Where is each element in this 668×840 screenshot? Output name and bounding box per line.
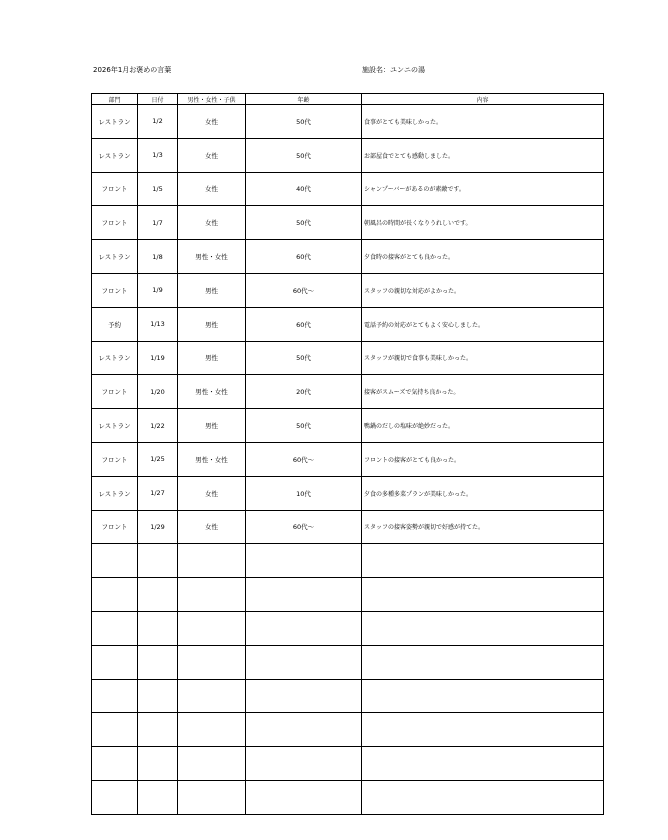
- table-row: [92, 307, 604, 341]
- table-row: [92, 409, 604, 443]
- empty-cell-content: [362, 578, 604, 612]
- empty-cell-content: [362, 747, 604, 781]
- cell-content: スタッフが親切で食事も美味しかった。: [362, 341, 604, 375]
- empty-cell-age: [246, 578, 362, 612]
- cell-date: 1/3: [138, 138, 178, 172]
- cell-content: お部屋食でとても感動しました。: [362, 138, 604, 172]
- empty-table-row: [92, 679, 604, 713]
- cell-gender: 男性: [178, 409, 246, 443]
- cell-department: フロント: [92, 510, 138, 544]
- table-row: [92, 442, 604, 476]
- cell-content: フロントの接客がとても良かった。: [362, 442, 604, 476]
- cell-age: 60代～: [246, 273, 362, 307]
- empty-cell-date: [138, 679, 178, 713]
- table-row: [92, 105, 604, 139]
- cell-gender: 男性: [178, 307, 246, 341]
- empty-cell-department: [92, 611, 138, 645]
- empty-cell-content: [362, 544, 604, 578]
- cell-gender: 男性: [178, 341, 246, 375]
- cell-date: 1/19: [138, 341, 178, 375]
- empty-cell-department: [92, 544, 138, 578]
- cell-department: フロント: [92, 206, 138, 240]
- cell-content: シャンプーバーがあるのが素敵です。: [362, 172, 604, 206]
- cell-date: 1/25: [138, 442, 178, 476]
- cell-gender: 男性・女性: [178, 240, 246, 274]
- cell-gender: 男性・女性: [178, 375, 246, 409]
- empty-cell-age: [246, 679, 362, 713]
- cell-department: レストラン: [92, 240, 138, 274]
- cell-age: 40代: [246, 172, 362, 206]
- empty-cell-date: [138, 578, 178, 612]
- empty-cell-content: [362, 713, 604, 747]
- cell-date: 1/27: [138, 476, 178, 510]
- cell-gender: 女性: [178, 105, 246, 139]
- empty-table-row: [92, 713, 604, 747]
- cell-age: 60代～: [246, 510, 362, 544]
- cell-age: 50代: [246, 341, 362, 375]
- table-row: [92, 510, 604, 544]
- table-row: [92, 375, 604, 409]
- cell-date: 1/2: [138, 105, 178, 139]
- empty-cell-department: [92, 645, 138, 679]
- cell-content: 食事がとても美味しかった。: [362, 105, 604, 139]
- empty-cell-date: [138, 747, 178, 781]
- empty-cell-gender: [178, 578, 246, 612]
- cell-department: フロント: [92, 273, 138, 307]
- cell-date: 1/7: [138, 206, 178, 240]
- empty-cell-date: [138, 611, 178, 645]
- facility-name: 施設名：ユンニの湯: [362, 66, 425, 74]
- cell-age: 60代: [246, 240, 362, 274]
- cell-date: 1/13: [138, 307, 178, 341]
- cell-department: フロント: [92, 172, 138, 206]
- cell-gender: 男性・女性: [178, 442, 246, 476]
- empty-cell-department: [92, 747, 138, 781]
- empty-cell-age: [246, 645, 362, 679]
- table-row: [92, 341, 604, 375]
- empty-cell-gender: [178, 611, 246, 645]
- empty-table-row: [92, 611, 604, 645]
- column-header-department: 部門: [92, 94, 138, 105]
- cell-gender: 女性: [178, 476, 246, 510]
- empty-cell-department: [92, 713, 138, 747]
- cell-content: スタッフの接客姿勢が親切で好感が持てた。: [362, 510, 604, 544]
- table-body: [92, 105, 604, 815]
- cell-department: レストラン: [92, 476, 138, 510]
- empty-table-row: [92, 544, 604, 578]
- document-title: 2026年1月お褒めの言葉: [93, 66, 172, 74]
- cell-age: 60代～: [246, 442, 362, 476]
- cell-content: 夕食時の接客がとても良かった。: [362, 240, 604, 274]
- cell-department: レストラン: [92, 138, 138, 172]
- empty-cell-age: [246, 611, 362, 645]
- empty-cell-date: [138, 544, 178, 578]
- cell-content: 接客がスムーズで気持ち良かった。: [362, 375, 604, 409]
- cell-age: 50代: [246, 409, 362, 443]
- empty-cell-gender: [178, 544, 246, 578]
- cell-age: 50代: [246, 206, 362, 240]
- column-header-date: 日付: [138, 94, 178, 105]
- cell-gender: 女性: [178, 206, 246, 240]
- cell-age: 50代: [246, 138, 362, 172]
- empty-cell-age: [246, 747, 362, 781]
- cell-date: 1/8: [138, 240, 178, 274]
- cell-age: 10代: [246, 476, 362, 510]
- empty-cell-content: [362, 645, 604, 679]
- cell-department: フロント: [92, 442, 138, 476]
- empty-cell-department: [92, 780, 138, 814]
- cell-content: 鴨鍋のだしの塩味が絶妙だった。: [362, 409, 604, 443]
- empty-cell-department: [92, 679, 138, 713]
- compliments-table: [91, 93, 604, 815]
- table-row: [92, 138, 604, 172]
- empty-cell-age: [246, 544, 362, 578]
- cell-department: レストラン: [92, 341, 138, 375]
- empty-cell-gender: [178, 713, 246, 747]
- empty-table-row: [92, 747, 604, 781]
- empty-cell-date: [138, 780, 178, 814]
- cell-age: 60代: [246, 307, 362, 341]
- cell-date: 1/29: [138, 510, 178, 544]
- cell-department: 予約: [92, 307, 138, 341]
- empty-cell-content: [362, 679, 604, 713]
- table-header-row: [92, 94, 604, 105]
- cell-gender: 女性: [178, 510, 246, 544]
- table-row: [92, 172, 604, 206]
- empty-cell-department: [92, 578, 138, 612]
- cell-gender: 女性: [178, 172, 246, 206]
- cell-content: 朝風呂の時間が長くなりうれしいです。: [362, 206, 604, 240]
- table-row: [92, 206, 604, 240]
- table-row: [92, 273, 604, 307]
- cell-age: 50代: [246, 105, 362, 139]
- empty-cell-age: [246, 780, 362, 814]
- empty-cell-content: [362, 780, 604, 814]
- table-row: [92, 476, 604, 510]
- cell-gender: 男性: [178, 273, 246, 307]
- cell-department: レストラン: [92, 105, 138, 139]
- empty-table-row: [92, 578, 604, 612]
- cell-age: 20代: [246, 375, 362, 409]
- empty-cell-gender: [178, 679, 246, 713]
- empty-cell-date: [138, 713, 178, 747]
- column-header-content: 内容: [362, 94, 604, 105]
- cell-department: フロント: [92, 375, 138, 409]
- empty-cell-gender: [178, 780, 246, 814]
- cell-gender: 女性: [178, 138, 246, 172]
- table-row: [92, 240, 604, 274]
- cell-date: 1/20: [138, 375, 178, 409]
- empty-cell-gender: [178, 747, 246, 781]
- cell-date: 1/5: [138, 172, 178, 206]
- cell-content: スタッフの親切な対応がよかった。: [362, 273, 604, 307]
- column-header-age: 年齢: [246, 94, 362, 105]
- column-header-gender: 男性・女性・子供: [178, 94, 246, 105]
- cell-content: 電話予約の対応がとてもよく安心しました。: [362, 307, 604, 341]
- cell-date: 1/22: [138, 409, 178, 443]
- cell-department: レストラン: [92, 409, 138, 443]
- empty-cell-age: [246, 713, 362, 747]
- empty-cell-gender: [178, 645, 246, 679]
- empty-cell-content: [362, 611, 604, 645]
- cell-date: 1/9: [138, 273, 178, 307]
- empty-table-row: [92, 780, 604, 814]
- cell-content: 夕食の多種多菜プランが美味しかった。: [362, 476, 604, 510]
- empty-table-row: [92, 645, 604, 679]
- empty-cell-date: [138, 645, 178, 679]
